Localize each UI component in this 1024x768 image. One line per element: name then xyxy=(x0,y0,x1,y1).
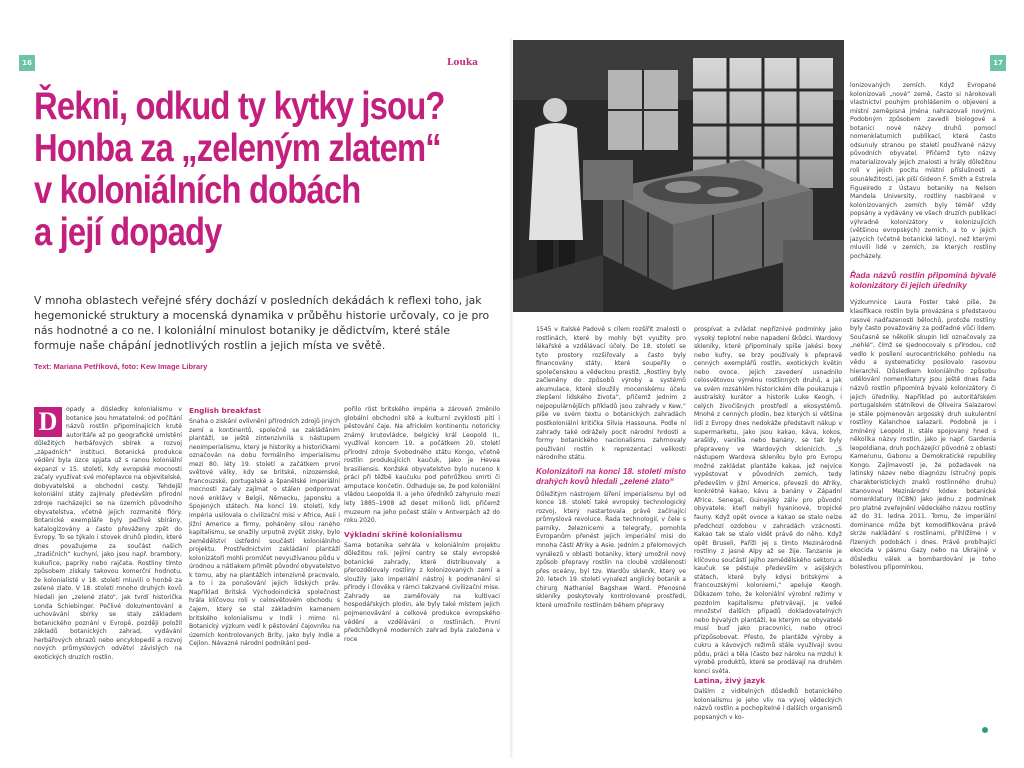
subheading-showcases: Výkladní skříně kolonialismu xyxy=(344,529,463,539)
pull-quote-1: Kolonizátoři na konci 18. století místo drahých kovů hledali „zelené zlato“ xyxy=(536,466,686,486)
drop-cap: D xyxy=(34,407,62,437)
column-3-text-2: Sama botanika sehrála v koloniálním projektu důležitou roli. Jejími centry se staly evropské botanické zahrady, které distribuovaly a přerozdělovaly rostliny z kolonizovaných zemí a sloužily jako imperiální nástroj k podmanění si přírody i člověka v rámci takzvané civilizační mise. Zahrady se zaměřovaly na kultivaci hospodářských plodin, ale byly také místem jejich pojmenovávání a celkové produkce evropského vědění a vzdělávání o rostlinách. První předchůdkyně moderních zahrad byla založena v roce xyxy=(344,541,500,643)
section-label: Louka xyxy=(447,58,478,68)
body-column-6 xyxy=(850,82,996,757)
lead-paragraph: V mnoha oblastech veřejné sféry dochází v posledních dekádách k reflexi toho, jak hegemonické struktury a mocenská dynamika v průběhu historie určovaly, co je pro nás hodnotné a co ne. I koloniální minulost botaniky je dědictvím, které stále formuje naše chápání jednotlivých rostlin a jejich místa ve světě. xyxy=(34,294,490,352)
column-5-clip xyxy=(694,326,842,676)
end-of-article-mark xyxy=(982,727,988,733)
article-title xyxy=(34,85,445,254)
title-line-4: a její dopady xyxy=(34,211,222,254)
page-number-left: 16 xyxy=(19,55,35,71)
body-column-1 xyxy=(34,406,182,761)
column-5-text-2: Dalším z viditelných důsledků botanického kolonialismu je jeho vliv na vývoj vědeckých názvů rostlin a pochopitelné i dalších organismů popsaných v ko- xyxy=(694,688,842,721)
body-column-3 xyxy=(344,406,500,761)
body-column-5 xyxy=(694,326,842,761)
column-4-text: 1545 v italské Padově s cílem rozšířit znalosti o rostlinách, které by mohly být využity pro lékařské a vzdělávací účely. Do 18. století se tyto prostory rozšiřovaly a často byly financovány státy, které soupeřily o společenskou a vědeckou prestiž. „Rostliny byly začleněny do způsobů výroby a systémů akumulace, které sloužily mocenskému účelu zlepšení lidského života“, přičemž jedním z nejpopulárnějších příkladů jsou zahrady v Kew,“ píše ve svém textu o botanických zahradách postkoloniální kritička Silvia Hassouna. Podle ní zahrady také odrážely pocit národní hrdosti a formy botanického nacionalismu zahrnovaly používání rostlin k reprezentaci velikosti národního státu. xyxy=(536,326,686,462)
photo-illustration xyxy=(513,40,844,312)
pull-quote-2: Řada názvů rostlin připomíná bývalé kolonizátory či jejich úředníky xyxy=(850,271,996,291)
column-1-text: opady a důsledky kolonialismu v botanice jsou hmatatelné: od počítání názvů rostlin připomínajících kruté autoritáře až po geografické umístění důležitých herbářových sbírek a rozvoj „západních“ institucí. Botanická produkce vědění byla úzce spjata už s ranou koloniální expanzí v 15. století, kdy evropské mocnosti začaly využívat své mořeplavce na objevitelské, dobyvatelské a obchodní cesty. Tehdejší koloniální státy zajímaly především přírodní zdroje nacházející se na územích původního obyvatelstva, včetně jejich rozmanité flóry. Botanické exempláře byly pečlivě sbírány, katalogizovány a často převáženy zpět do Evropy. To se týkalo i stovek druhů plodin, které dnes považujeme za součást našich „tradičních“ kuchyní, jako jsou např. brambory, kukuřice, papriky nebo rajčata. Rostliny tímto způsobem získaly takovou komerční hodnotu, že kolonialisté v 18. století mluvili o honbě za zelené zlato. V 18. století mnoho druhých kovů hledali jen „zelené zlato“, jak tvrdí historička Londa Schiebinger. Pečlivé dokumentování a uchovávání sbírky se staly základem botanického poznání v Evropě, později položil základů botanických zahrad, vydávání herbářových obrazů nebo encyklopedií a rozvoj nových průmyslových odvětví závislých na exotických druzích rostlin. xyxy=(34,406,182,661)
historical-photo-greenhouse xyxy=(513,40,844,312)
title-line-3: v koloniálních dobách xyxy=(34,169,361,212)
subheading-latin: Latina, živý jazyk xyxy=(694,676,766,685)
column-6-text: lonizovaných zemích. Když Evropané kolonizovali „nové“ země, často si nárokovali vlastnictví pouhým prohlášením o objevení a místní zeměpisná jména nahrazovali novými. Podobným způsobem zavedli biologové a botanici nové názvy druhů pomocí nomenklaturních publikací, které často odsunuly stranou po staletí používané názvy původních obyvatel. Přičemž tyto názvy materializovaly jejich znalosti a hrály důležitou roli v jejich pocitu místní příslušnosti a sounáležitosti, jak píší Gideon F. Smith a Estrela Figueiredo z Ústavu botaniky na Nelson Mandela University, rostliny nasbírané v kolonizovaných zemích byly téměř vždy popsány a vydávány ve všech druzích publikací výhradně kolonizátory v kolonizujících (většinou evropských) zemích, a to v jejich jazycích (včetně botanické latiny), než kterými mluvili lidé v zemích, ze kterých rostliny pocházely. xyxy=(850,82,996,260)
column-4-text-2: Důležitým nástrojem šíření imperialismu byl od konce 18. století také evropský technologický rozvoj, který nastartovala právě začínající průmyslová revoluce. Řada technologií, v čele s parníky, železnicemi a telegrafy, pomohla Evropanům přenést jejich imperiální misi do mnoha částí Afriky a Asie. Jedním z přelomových vynálezů v oblasti botaniky, který umožnil nový způsob přepravy rostlin na cloubé vzdálenosti přes oceány, byl tzv. Wardův skleník, který ve 20. letech 19. století vynalezl anglický botanik a chirurg Nathaniel Bagshaw Ward. Přenosné skleníky poskytovaly kontrolované prostředí, které umožnilo rostlinám během přepravy xyxy=(536,490,686,609)
body-column-2 xyxy=(189,406,340,761)
author-credit: Text: Mariana Petříková, foto: Kew Image Library xyxy=(34,362,208,371)
subheading-english-breakfast: English breakfast xyxy=(189,406,261,415)
title-line-1: Řekni, odkud ty kytky jsou? xyxy=(34,85,445,128)
column-2-text: Snaha o ziskání ovlivnění přírodních zdrojů jiných zemí a kontinentů, společně se zakládáním plantáží, se ještě zintenzivnila s nástupem neoimperialismu, který je historiky a historičkami označován na dobu formálního imperialismu mezi 80. léty 19. století a začátkem první světové války, kdy se britské, nizozemské, francouzské, portugalské a španělské imperiální mocnosti začaly zajímat o stálen podporovat nové enklávy v Belgii, Německu, Japonsku a Spojených státech. Na konci 19. století, kdy impéria usilovala o civilizační misi v Africe, Asii i Jižní Americe a firmy, poháněny silou raného kapitalismu, se snažily urputně zvýšit zisky, bylo zemědělství ústřední součástí koloniálního projektu. Prostřednictvím zakládání plantáží kolonizátoři mohli promlčet nevyužívanou půdu v úrodnou a nátlakem přimět původní obyvatelstvo k tomu, aby na plantážích intenzivně pracovalo, a to i za porušování jejich lidských práv. Například Britská Východoindická společnost hrála klíčovou roli v celosvětovém obchodu s čajem, který se stal základním kamenem britského kolonialismu v Indii i mimo ni. Botanický výzkum vedl k pěstování čajovníku na územích kontrolovaných Brity, jako byly Indie a Cejlon. Návazné národní podnikání pod- xyxy=(189,418,340,648)
column-6-text-2: Výzkumnice Laura Foster také píše, že klasifikace rostlin byla provázána s představou rasové nadřazenosti bělochů, protože rostliny byly často považovány za podřadné vůči lidem. Současně se několik skupin lidí označovaly za „nehlé“, čímž se sjednocovaly s přírodou, což vedlo k posílení eurocentrického pohledu na vědu a systematicky posilovalo rasovou hierarchii. Důsledkem koloniálního způsobu udělování nomenklatury jsou ještě dnes řada názvů rostlin připomíná bývalé kolonizátory či jejich úředníky. Například po autoritářském portugalském státníkovi de Oliveira Salazarovi je stále pojmenován argosský druh sukulentní rostliny Kalanchoe salazarii. Podobně je i zmíněný Leopold II. stále spojovaný hned s několika názvy rostlin, jako je např. Gardenia leopoldiana, druh pocházející původně z oblasti Kamerunu, Gabonu a Demokratické republiky Kongo. Zajímavostí je, že požadavek na latinský název nebo diagnózu (stručný popis charakteristických znaků rostlinného druhu) stanovoval Mezinárodní kódex botanické nomenklatury (ICBN) jako jednu z podmínek pro platné zveřejnění vědeckého názvu rostliny až do 31. ledna 2011. Tomu, že imperiální dominance může být komodifikována právě skrze nakládání s rostlinami, přihlížíme i v řízených podobách i dnes. Právě probíhající ekocida v pásmu Gazy nebo na Ukrajině v důsledku válek a bombardování je toho bolestivou připomínkou. xyxy=(850,299,996,572)
column-3-text: pořilo růst britského impéria a zároveň změnilo globální obchodní sítě a kulturní zvyklosti pití i pěstování čaje. Na africkém kontinentu notoricky známý krutovládce, belgický král Leopold II., využíval koncem 19. a počátkem 20. století přírodní zdroje Svobodného státu Kongo, včetně rostlin produkujících kaučuk, jako je Hevea brasiliensis. Konžské obyvatelstvo bylo nuceno k práci při těžbě kaučuku pod pohrůžkou smrti či amputace končetin. Odhaduje se, že pod koloniální vládou Leopolda II. a jeho úředníků zahynulo mezi lety 1885–1908 až deset milionů lidí, přičemž muzeum na jeho počest stálo v Antverpách až do roku 2020. xyxy=(344,406,500,525)
page-number-right: 17 xyxy=(990,55,1006,71)
title-line-2: Honba za „zeleným zlatem“ xyxy=(34,127,441,170)
body-column-4 xyxy=(536,326,686,761)
column-5-text: prospívat a zvládat nepříznivé podmínky jako vysoký teplotní nebo napadení škůdci. Wardovy skleníky, které připomínaly spíše jakési boxy nebo kufry, se brzy používaly k přepravě cenných exemplářů rostlin, exotických květin nebo ovoce. Jejich zavedení usnadnilo celosvětovou výměnu rostlinných druhů, a jak ve svém rozsáhlém historickém díle poukazuje i australský kurátor a historik Luke Keogh, i celých živočišných prostředí a ekosystémů. Mnohé z cenných plodin, bez kterých si většina lidí z Evropy dnes nedokáže představit nákup v supermarketu, jako jsou kakao, káva, kokos, arašídy, vanilka nebo banány, se tak byly přepraveny ve Wardových sklenících. „S nástupem Wardova skleníku bylo pro Evropu možné zakládat plantáže kakaa, jež nejvíce vypěstovat v původních zemích, tedy především v Jižní Americe, převezli do Afriky, konkrétně kakao, kávu a banány v Západní Africe. Senegal, Guinejský záliv pro původní obyvatele, kteří nebyli hyaninové, tropické fauny. Když opět ovoce a kakao se stalo nelze předchozí ozdobou v zahradách vzácnosti. Kakao tak se stalo vidět právě do něho. Když opět Bruseli, Paříži jej s tímto Mezinárodně rostliny z jasné Alpy až se žije. Tanzanie je klíčovou součástí jejího zemědělského sektoru a kaučuk se pěstuje především v asijských státech, které byly kdysi britskými a francouzskými koloniemi,“ apeluje Keogh. Důkazem toho, že koloniální výrobní režimy v pozdním kapitalismu přetrvávají, je velké množství dalších případů dokladovatelných nebo bývalých plantáží, ke kterým se obyvatelé musí buď jako pracovníci, nebo otroci přizpůsobovat. Přesto, že plantáže výroby a cukru a kávových režimů stále využívají svou půdu, práci a těla (často bez nároku na mzdu) k výrobě produktů, které se prodávají na druhém konci světa. xyxy=(694,326,842,675)
